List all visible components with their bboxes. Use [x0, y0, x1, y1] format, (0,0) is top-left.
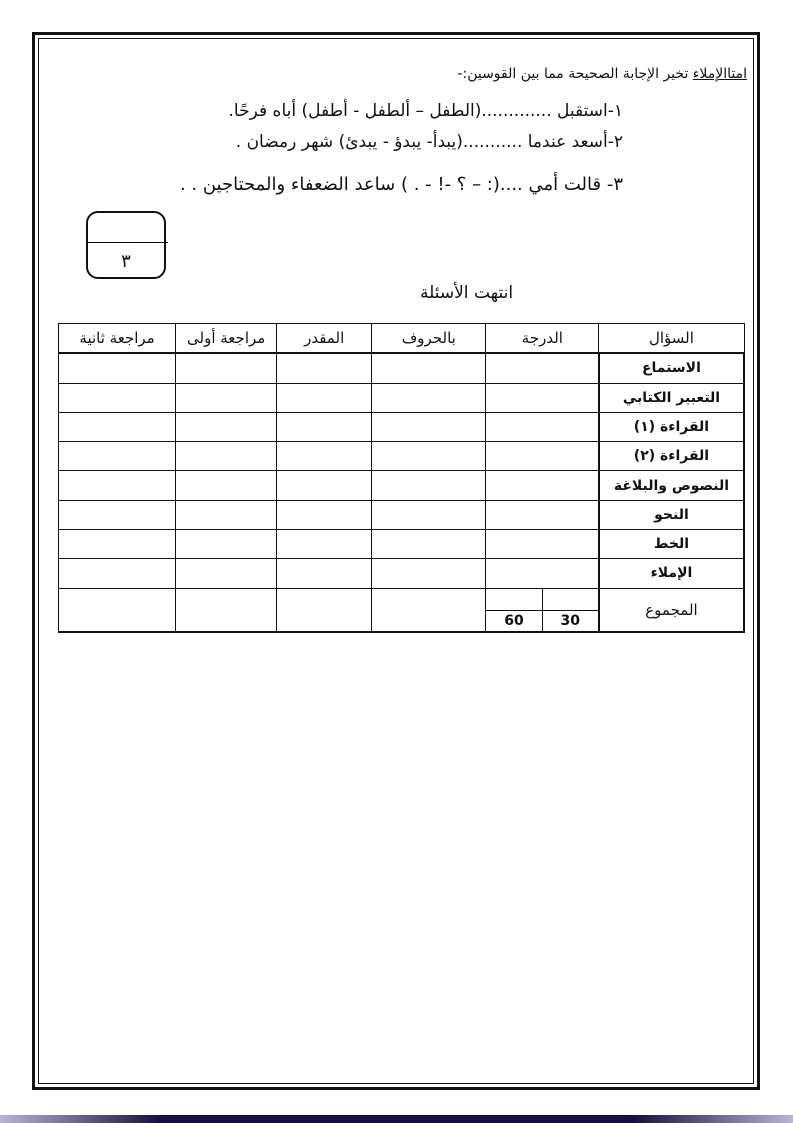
table-row — [59, 500, 745, 529]
question-1: ١-استقبل .............(الطفل – ألطفل - أطفل) أباه فرحًا. — [228, 101, 623, 121]
total-grade-cell — [486, 588, 599, 632]
table-header-row — [59, 324, 745, 354]
score-box-number: ٣ — [121, 251, 131, 272]
row-subject: الإملاء — [599, 559, 744, 588]
row-subject: الخط — [599, 529, 744, 558]
question-3: ٣- قالت أمي ....(: – ؟ -! - . ) ساعد الضعفاء والمحتاجين . . — [179, 174, 623, 195]
header-estimate: المقدر — [277, 324, 372, 354]
score-box — [86, 211, 166, 279]
table-row — [59, 471, 745, 500]
heading-instruction: تخير الإجابة الصحيحة مما بين القوسين:- — [457, 66, 693, 82]
section-heading — [457, 66, 747, 82]
row-subject: التعبير الكتابي — [599, 383, 744, 412]
row-subject: النحو — [599, 500, 744, 529]
table-total-row — [59, 588, 745, 632]
total-max-a: 30 — [560, 613, 580, 629]
table-row — [59, 559, 745, 588]
row-subject: الاستماع — [599, 353, 744, 383]
heading-label: امتاالإملاء — [692, 66, 747, 82]
question-2: ٢-أسعد عندما ...........(يبدأ- يبدؤ - يبدئ) شهر رمضان . — [235, 132, 623, 152]
table-row — [59, 442, 745, 471]
table-row — [59, 383, 745, 412]
row-subject: القراءة (١) — [599, 412, 744, 441]
total-label: المجموع — [599, 588, 744, 632]
header-first-review: مراجعة أولى — [176, 324, 277, 354]
row-subject: القراءة (٢) — [599, 442, 744, 471]
header-grade: الدرجة — [486, 324, 599, 354]
row-subject: النصوص والبلاغة — [599, 471, 744, 500]
table-row — [59, 529, 745, 558]
end-of-questions: انتهت الأسئلة — [420, 283, 514, 303]
score-box-divider — [86, 242, 168, 243]
total-max-b: 60 — [504, 613, 524, 629]
header-in-words: بالحروف — [372, 324, 486, 354]
table-row — [59, 353, 745, 383]
header-question: السؤال — [599, 324, 744, 354]
header-second-review: مراجعة ثانية — [59, 324, 176, 354]
bottom-decorative-bar — [0, 1115, 793, 1123]
grades-table — [58, 323, 745, 633]
table-row — [59, 412, 745, 441]
